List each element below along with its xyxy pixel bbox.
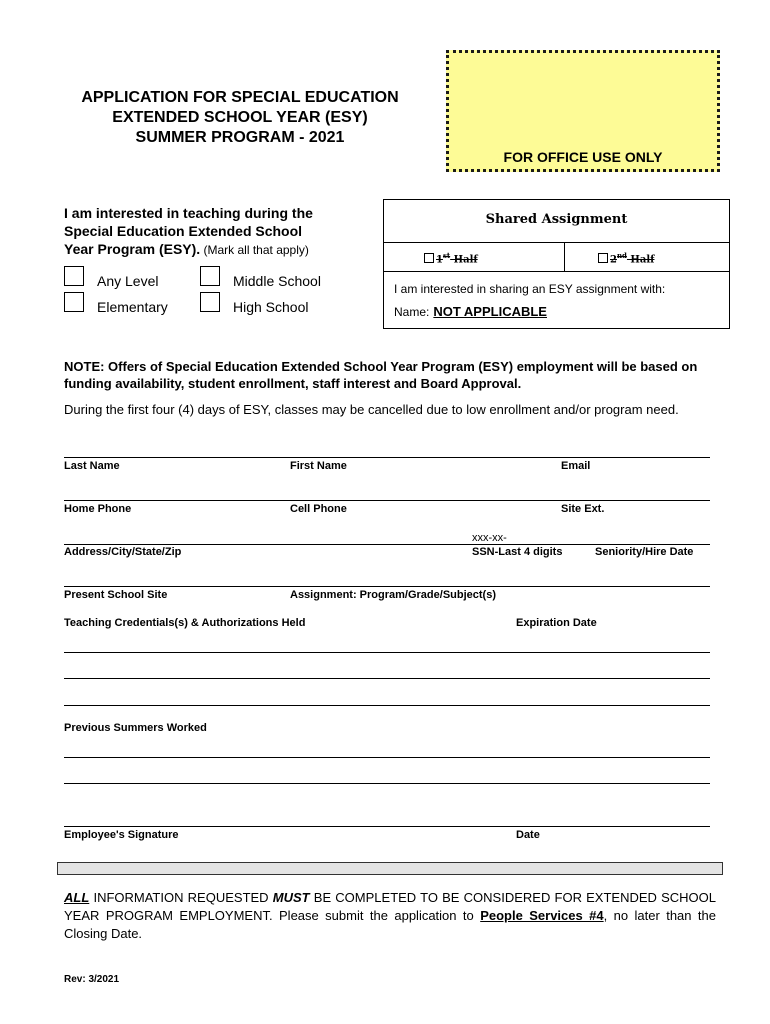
checkbox-high-school[interactable] [200,292,220,312]
footer-must: MUST [272,890,310,905]
shared-assignment-box [383,199,730,329]
label-middle-school: Middle School [233,273,321,289]
footer-part-3: . Please submit the application to [268,908,481,923]
sharing-name-row [394,304,547,319]
signature-label: Employee's Signature [64,829,179,841]
expiration-label: Expiration Date [516,617,597,629]
home-phone-label: Home Phone [64,503,132,515]
address-field-line[interactable] [64,544,710,545]
label-any-level: Any Level [97,273,159,289]
phone-field-line[interactable] [64,500,710,501]
title-line-1: APPLICATION FOR SPECIAL EDUCATION [81,89,399,106]
second-half-option[interactable] [598,251,654,265]
last-name-label: Last Name [64,460,120,472]
address-label: Address/City/State/Zip [64,546,182,558]
name-field-line[interactable] [64,457,710,458]
interest-line-3 [64,240,364,259]
interest-line-2: Special Education Extended School [64,223,303,239]
credentials-line-1[interactable] [64,652,710,653]
first-half-checkbox[interactable] [424,253,434,263]
interest-line-3-bold: Year Program (ESY). [64,241,201,257]
first-name-label: First Name [290,460,347,472]
cancellation-notice: During the first four (4) days of ESY, classes may be cancelled due to low enrollment and/or program need. [64,402,679,417]
credentials-line-3[interactable] [64,705,710,706]
second-half-sup: nd [616,251,627,260]
interest-statement [64,204,364,259]
sharing-statement: I am interested in sharing an ESY assignment with: [394,282,666,296]
ssn-prefix: xxx-xx- [472,532,507,544]
second-half-num: 2 [610,254,617,266]
footer-part-1: INFORMATION REQUESTED [89,890,273,905]
first-half-text: Half [450,254,478,266]
title-line-3: SUMMER PROGRAM - 2021 [135,129,345,146]
shared-row-divider [564,243,565,271]
footer-all: ALL [64,890,90,905]
form-title [40,88,440,148]
first-half-sup: st [442,251,451,260]
footer-part-4: , no later than the Closing Date. [64,908,717,941]
first-half-option[interactable] [424,251,478,265]
note-text: NOTE: Offers of Special Education Extended School Year Program (ESY) employment will be based on funding availability, student enrollment, staff interest and Board Approval. [64,359,698,391]
label-high-school: High School [233,299,309,315]
present-site-label: Present School Site [64,589,168,601]
office-use-box [446,50,720,172]
revision-label: Rev: 3/2021 [64,974,120,985]
assignment-label: Assignment: Program/Grade/Subject(s) [290,589,496,601]
checkbox-middle-school[interactable] [200,266,220,286]
signature-line[interactable] [64,826,710,827]
previous-summers-line-1[interactable] [64,757,710,758]
interest-line-1: I am interested in teaching during the [64,205,313,221]
sharing-name-label: Name: [394,305,430,319]
ssn-label: SSN-Last 4 digits [472,546,563,558]
separator-bar [57,862,723,875]
second-half-checkbox[interactable] [598,253,608,263]
title-line-2: EXTENDED SCHOOL YEAR (ESY) [112,109,368,126]
footer-part-2: BE COMPLETED TO BE CONSIDERED FOR EXTENDED SCHOOL YEAR PROGRAM EMPLOYMENT [64,890,716,923]
label-elementary: Elementary [97,299,168,315]
credentials-label: Teaching Credentials(s) & Authorizations Held [64,617,306,629]
interest-instruction: (Mark all that apply) [200,243,309,257]
first-half-num: 1 [436,254,443,266]
shared-half-row [384,242,729,272]
people-services-link: People Services #4 [480,908,604,923]
date-label: Date [516,829,540,841]
office-use-label: FOR OFFICE USE ONLY [503,149,663,165]
seniority-label: Seniority/Hire Date [595,546,694,558]
email-label: Email [561,460,591,472]
second-half-text: Half [626,254,655,266]
shared-assignment-title: Shared Assignment [485,212,628,227]
sharing-name-value[interactable]: NOT APPLICABLE [433,304,547,319]
previous-summers-line-2[interactable] [64,783,710,784]
cell-phone-label: Cell Phone [290,503,347,515]
credentials-line-2[interactable] [64,678,710,679]
site-ext-label: Site Ext. [561,503,605,515]
checkbox-any-level[interactable] [64,266,84,286]
previous-summers-label: Previous Summers Worked [64,722,207,734]
site-field-line[interactable] [64,586,710,587]
submission-instructions [64,889,716,943]
checkbox-elementary[interactable] [64,292,84,312]
